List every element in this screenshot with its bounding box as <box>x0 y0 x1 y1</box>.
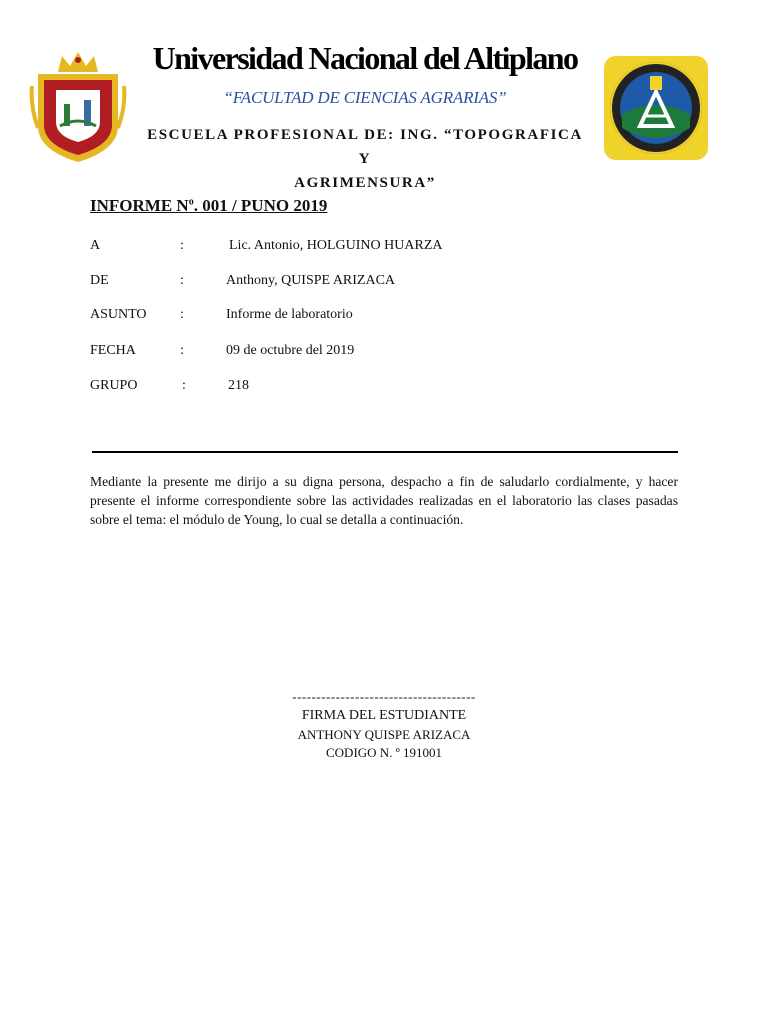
body-paragraph: Mediante la presente me dirijo a su digna persona, despacho a fin de saludarlo cordialmente, y hacer presente el informe correspondiente sobre las actividades realizadas en el laboratorio las clases pasadas sobre el tema: el módulo de Young, lo cual se detalla a continuación. <box>90 474 678 527</box>
signature-code: CODIGO N. º 191001 <box>326 745 442 760</box>
field-colon-de: : <box>180 273 184 288</box>
school-line-2: AGRIMENSURA” <box>294 175 436 191</box>
signature-name: ANTHONY QUISPE ARIZACA <box>297 727 471 742</box>
report-title-suffix: . 001 / PUNO 2019 <box>193 196 328 215</box>
school-name <box>140 123 590 195</box>
signature-line: -------------------------------------- <box>292 689 476 704</box>
field-value-asunto: Informe de laboratorio <box>226 307 353 322</box>
field-colon-asunto: : <box>180 307 184 322</box>
divider-line <box>92 451 678 453</box>
field-value-a: Lic. Antonio, HOLGUINO HUARZA <box>229 238 443 253</box>
topography-emblem-icon <box>600 52 712 164</box>
field-label-de: DE <box>90 273 109 288</box>
report-title-prefix: INFORME N <box>90 196 189 215</box>
field-value-grupo: 218 <box>228 378 249 393</box>
school-line-1: ESCUELA PROFESIONAL DE: ING. “TOPOGRAFICA Y <box>147 127 583 167</box>
field-label-fecha: FECHA <box>90 343 136 358</box>
report-title <box>90 196 327 216</box>
field-label-asunto: ASUNTO <box>90 307 147 322</box>
field-colon-a: : <box>180 238 184 253</box>
signature-title: FIRMA DEL ESTUDIANTE <box>301 708 467 723</box>
field-value-de: Anthony, QUISPE ARIZACA <box>226 273 396 288</box>
field-value-fecha: 09 de octubre del 2019 <box>226 343 355 358</box>
university-title: Universidad Nacional del Altiplano <box>152 40 578 76</box>
report-title-sup: o <box>188 196 194 208</box>
field-colon-grupo: : <box>182 378 186 393</box>
field-label-a: A <box>90 238 101 253</box>
field-colon-fecha: : <box>180 343 184 358</box>
field-label-grupo: GRUPO <box>90 378 138 393</box>
faculty-name: “FACULTAD DE CIENCIAS AGRARIAS” <box>223 88 507 107</box>
